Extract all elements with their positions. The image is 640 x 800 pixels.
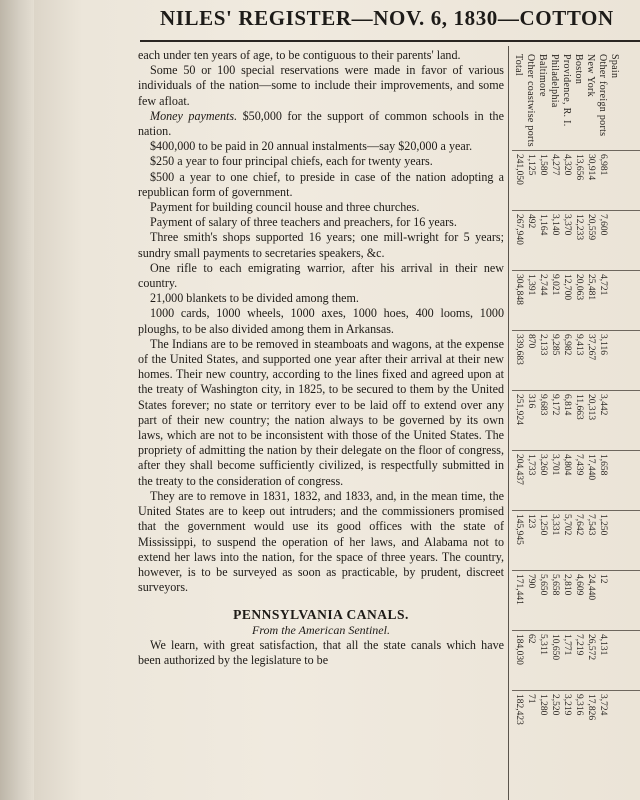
table-cell: 37,267 bbox=[586, 334, 596, 361]
table-cell: 12,700 bbox=[562, 274, 572, 301]
table-cell: 3,116 bbox=[598, 334, 608, 356]
table-cell: 13,656 bbox=[574, 154, 584, 181]
table-label: Other foreign ports bbox=[597, 54, 608, 137]
table-cell: 1,391 bbox=[526, 274, 536, 296]
table-rule bbox=[512, 510, 640, 511]
paragraph-text: $500 a year to one chief, to preside in case of the nation adopting a republican form of government. bbox=[138, 169, 504, 199]
table-cell: 17,440 bbox=[586, 454, 596, 481]
table-cell: 20,063 bbox=[574, 274, 584, 301]
table-cell: 7,642 bbox=[574, 514, 584, 536]
paragraph-text: $250 a year to four principal chiefs, each for twenty years. bbox=[150, 154, 433, 169]
table-cell: 7,439 bbox=[574, 454, 584, 476]
table-cell: 316 bbox=[526, 394, 536, 409]
table-cell: 171,441 bbox=[514, 574, 524, 605]
table-cell: 339,683 bbox=[514, 334, 524, 365]
table-cell: 7,543 bbox=[586, 514, 596, 536]
table-label: Baltimore bbox=[537, 54, 548, 97]
table-label: Other coastwise ports bbox=[525, 54, 536, 147]
table-cell: 4,277 bbox=[550, 154, 560, 176]
table-cell: 267,940 bbox=[514, 214, 524, 245]
paragraph-text: Some 50 or 100 special reservations were made in favor of various individuals of the nation—some to include their improvements, and some few afloat. bbox=[138, 63, 504, 108]
table-cell: 9,285 bbox=[550, 334, 560, 356]
table-cell: 2,810 bbox=[562, 574, 572, 596]
table-cell: 241,050 bbox=[514, 154, 524, 185]
column-divider bbox=[508, 46, 509, 800]
table-cell: 1,164 bbox=[538, 214, 548, 236]
table-cell: 182,423 bbox=[514, 694, 524, 725]
table-label: Boston bbox=[573, 54, 584, 85]
table-cell: 3,260 bbox=[538, 454, 548, 476]
table-cell: 1,280 bbox=[538, 694, 548, 716]
table-rule bbox=[512, 270, 640, 271]
table-cell: 30,914 bbox=[586, 154, 596, 181]
table-cell: 1,580 bbox=[538, 154, 548, 176]
table-cell: 3,724 bbox=[598, 694, 608, 716]
section-heading: PENNSYLVANIA CANALS. bbox=[233, 607, 409, 623]
table-rule bbox=[512, 690, 640, 691]
article-paragraph bbox=[138, 291, 504, 306]
article-paragraph bbox=[138, 337, 504, 489]
article-paragraph bbox=[138, 154, 504, 169]
table-cell: 20,313 bbox=[586, 394, 596, 421]
table-cell: 5,658 bbox=[550, 574, 560, 596]
table-cell: 24,440 bbox=[586, 574, 596, 601]
article-paragraph bbox=[138, 200, 504, 215]
table-cell: 1,250 bbox=[598, 514, 608, 536]
article-column bbox=[138, 48, 504, 800]
table-cell: 26,572 bbox=[586, 634, 596, 661]
table-rule bbox=[512, 570, 640, 571]
article-paragraph bbox=[138, 139, 504, 154]
header-rule bbox=[140, 40, 640, 42]
table-cell: 3,140 bbox=[550, 214, 560, 236]
table-cell: 145,945 bbox=[514, 514, 524, 545]
table-cell: 4,721 bbox=[598, 274, 608, 296]
table-cell: 71 bbox=[526, 694, 536, 704]
table-label: New York bbox=[585, 54, 596, 97]
table-cell: 3,370 bbox=[562, 214, 572, 236]
article-paragraph bbox=[138, 109, 504, 139]
section-source: From the American Sentinel. bbox=[252, 622, 390, 637]
table-cell: 3,331 bbox=[550, 514, 560, 536]
table-cell: 9,413 bbox=[574, 334, 584, 356]
table-cell: 7,219 bbox=[574, 634, 584, 656]
table-cell: 6,982 bbox=[562, 334, 572, 356]
table-rule bbox=[512, 630, 640, 631]
table-label: Total bbox=[513, 54, 524, 76]
table-cell: 870 bbox=[526, 334, 536, 349]
table-cell: 123 bbox=[526, 514, 536, 529]
table-cell: 5,311 bbox=[538, 634, 548, 656]
article-paragraph bbox=[138, 261, 504, 291]
table-cell: 9,683 bbox=[538, 394, 548, 416]
table-cell: 9,021 bbox=[550, 274, 560, 296]
paragraph-text: 21,000 blankets to be divided among them. bbox=[150, 291, 359, 306]
table-cell: 9,172 bbox=[550, 394, 560, 416]
page-header: NILES' REGISTER—NOV. 6, 1830—COTTON bbox=[160, 6, 614, 30]
table-cell: 3,442 bbox=[598, 394, 608, 416]
article-paragraph bbox=[138, 215, 504, 230]
table-cell: 492 bbox=[526, 214, 536, 229]
table-cell: 1,733 bbox=[526, 454, 536, 476]
table-cell: 2,133 bbox=[538, 334, 548, 356]
table-cell: 12,233 bbox=[574, 214, 584, 241]
table-cell: 3,219 bbox=[562, 694, 572, 716]
table-cell: 7,600 bbox=[598, 214, 608, 236]
table-cell: 4,804 bbox=[562, 454, 572, 476]
table-cell: 2,744 bbox=[538, 274, 548, 296]
article-paragraph bbox=[138, 306, 504, 336]
paragraph-text: One rifle to each emigrating warrior, after his arrival in their new country. bbox=[138, 260, 504, 291]
table-cell: 3,701 bbox=[550, 454, 560, 476]
cotton-export-table bbox=[512, 46, 640, 800]
table-cell: 4,320 bbox=[562, 154, 572, 176]
paragraph-text: Payment for building council house and three churches. bbox=[150, 200, 420, 215]
table-cell: 251,924 bbox=[514, 394, 524, 425]
table-cell: 6,981 bbox=[598, 154, 608, 176]
table-rule bbox=[512, 210, 640, 211]
table-cell: 62 bbox=[526, 634, 536, 644]
table-cell: 6,814 bbox=[562, 394, 572, 416]
paragraph-text: 1000 cards, 1000 wheels, 1000 axes, 1000 hoes, 400 looms, 1000 ploughs, to be also divided among them in Arkansas. bbox=[138, 306, 504, 336]
table-cell: 5,650 bbox=[538, 574, 548, 596]
table-cell: 304,848 bbox=[514, 274, 524, 305]
table-cell: 184,030 bbox=[514, 634, 524, 665]
article-paragraph bbox=[138, 63, 504, 109]
table-cell: 1,771 bbox=[562, 634, 572, 656]
paragraph-text: each under ten years of age, to be contiguous to their parents' land. bbox=[138, 48, 461, 62]
table-cell: 204,437 bbox=[514, 454, 524, 485]
table-rule bbox=[512, 150, 640, 151]
article-paragraph bbox=[138, 489, 504, 595]
table-label: Spain bbox=[609, 54, 620, 79]
table-cell: 4,609 bbox=[574, 574, 584, 596]
paragraph-text: $400,000 to be paid in 20 annual instalments—say $20,000 a year. bbox=[150, 139, 473, 154]
paragraph-text: $50,000 for the support of common schools in the nation. bbox=[138, 108, 504, 139]
table-rule bbox=[512, 330, 640, 331]
table-cell: 1,658 bbox=[598, 454, 608, 476]
article-paragraph bbox=[138, 170, 504, 200]
paragraph-text: Payment of salary of three teachers and preachers, for 16 years. bbox=[150, 215, 457, 230]
binding-spine bbox=[0, 0, 34, 800]
paragraph-text: Three smith's shops supported 16 years; one mill-wright for 5 years; sundry small payments to secretaries speakers, &c. bbox=[138, 230, 504, 260]
paragraph-text: The Indians are to be removed in steamboats and wagons, at the expense of the United States, and supported one year after their arrival at their new homes. Their new country, according to the lines fixed and agreed upon at the treaty of Washington city, in 1825, to be secured to them by the United States forever; no state or territory ever to be laid off to extend over any part of their new country; the nation always to be governed by its own laws, which are not to be inconsistent with those of the United States. The propriety of admitting the nation by their delegate on the floor of congress, after they shall become sufficiently civilized, is respectfully submitted in the treaty to the consideration of congress. bbox=[138, 336, 504, 488]
article-paragraph bbox=[138, 230, 504, 260]
table-cell: 12 bbox=[598, 574, 608, 584]
paragraph-lead: Money payments. bbox=[150, 108, 238, 123]
table-rule bbox=[512, 450, 640, 451]
table-rule bbox=[512, 390, 640, 391]
table-label: Providence, R. I. bbox=[561, 54, 572, 127]
table-cell: 25,481 bbox=[586, 274, 596, 301]
table-cell: 2,520 bbox=[550, 694, 560, 716]
table-cell: 5,702 bbox=[562, 514, 572, 536]
table-cell: 4,131 bbox=[598, 634, 608, 656]
article-paragraph bbox=[138, 48, 504, 63]
table-label: Philadelphia bbox=[549, 54, 560, 108]
table-cell: 10,650 bbox=[550, 634, 560, 661]
section-text: We learn, with great satisfaction, that all the state canals which have been authorized by the legislature to be bbox=[138, 637, 504, 667]
table-cell: 20,559 bbox=[586, 214, 596, 241]
table-cell: 9,316 bbox=[574, 694, 584, 716]
table-cell: 790 bbox=[526, 574, 536, 589]
table-cell: 1,250 bbox=[538, 514, 548, 536]
paragraph-text: They are to remove in 1831, 1832, and 1833, and, in the mean time, the United States are to keep out intruders; and the commissioners promised that the government would use its good offices with the state of Mississippi, to suspend the operation of her laws, and Alabama not to extend her laws into the nation, for the space of three years. The country, however, is to be surveyed as soon as practicable, by prudent, discreet surveyors. bbox=[138, 488, 504, 595]
table-cell: 17,826 bbox=[586, 694, 596, 721]
table-cell: 1,125 bbox=[526, 154, 536, 176]
table-cell: 11,663 bbox=[574, 394, 584, 420]
